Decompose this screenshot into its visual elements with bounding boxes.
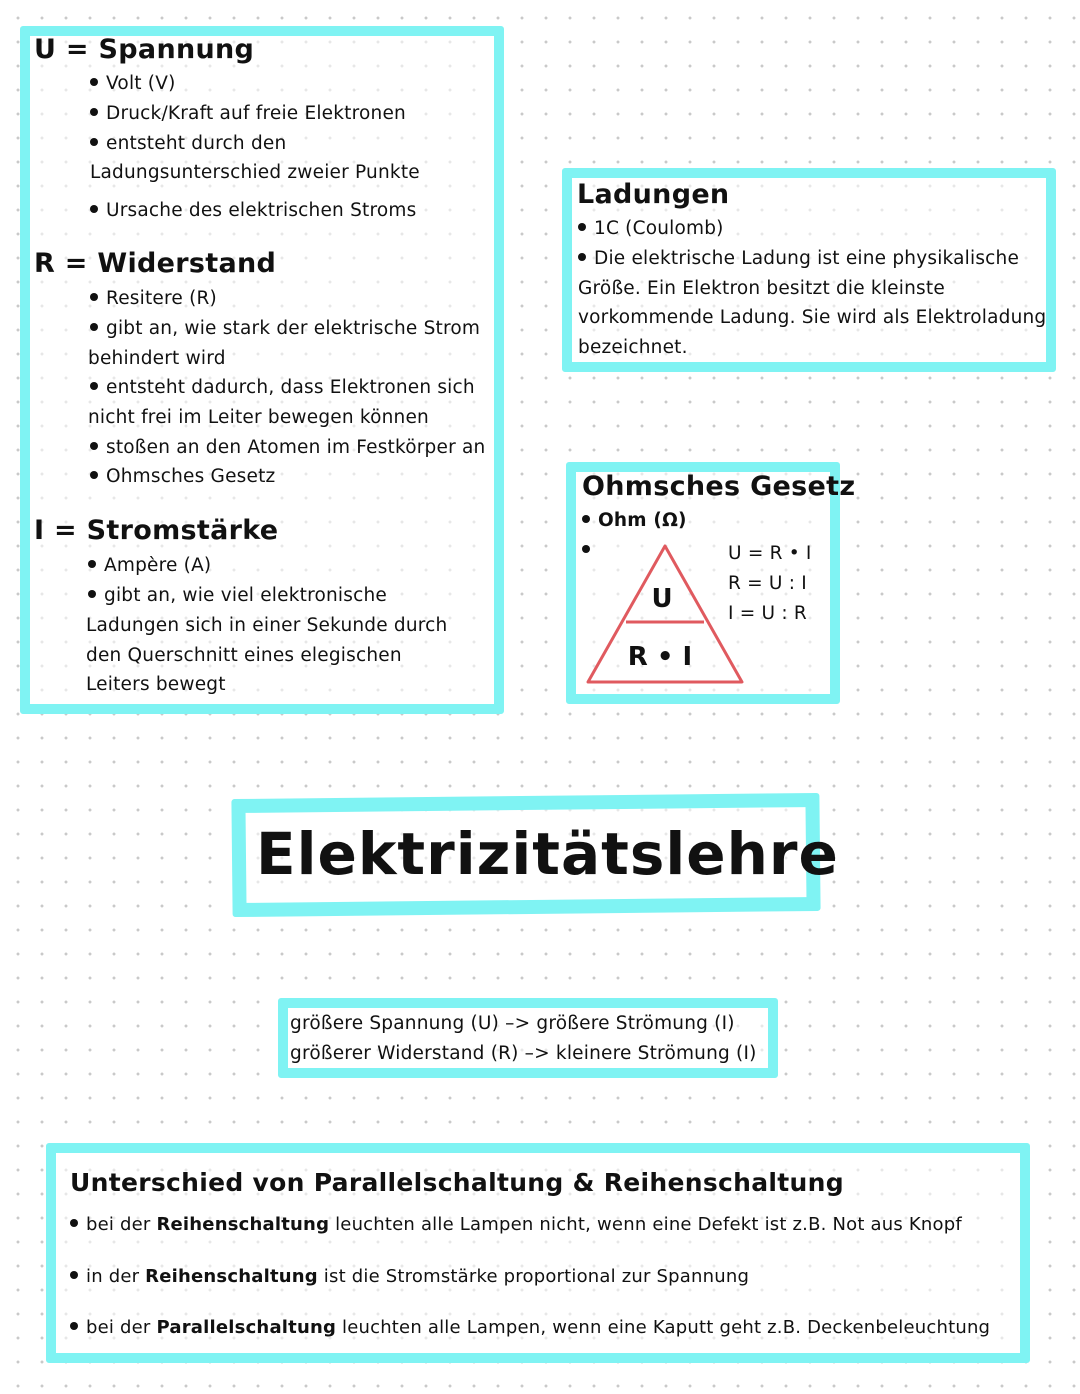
widerstand-bullet: entsteht dadurch, dass Elektronen sich xyxy=(90,377,475,398)
page-title: Elektrizitätslehre xyxy=(256,820,839,888)
relation-line: größerer Widerstand (R) –> kleinere Strömung (I) xyxy=(290,1043,757,1064)
triangle-bottom-label: R • I xyxy=(627,642,693,672)
spannung-bullet: entsteht durch den xyxy=(90,133,286,154)
bullet-icon xyxy=(578,223,586,231)
bullet-icon xyxy=(70,1219,78,1227)
ohm-formula: U = R • I xyxy=(728,543,812,564)
relations-box xyxy=(278,998,778,1078)
stromstaerke-bullet: Ampère (A) xyxy=(88,555,211,576)
unterschied-item: bei der Reihenschaltung leuchten alle Lampen nicht, wenn eine Defekt ist z.B. Not aus Knopf xyxy=(70,1214,962,1235)
bullet-icon xyxy=(70,1322,78,1330)
bullet-icon xyxy=(90,78,98,86)
bullet-icon xyxy=(90,293,98,301)
ladungen-continuation: bezeichnet. xyxy=(578,337,688,358)
stromstaerke-heading: I = Stromstärke xyxy=(34,515,279,546)
ohm-heading: Ohmsches Gesetz xyxy=(582,471,856,502)
bullet-icon xyxy=(90,205,98,213)
triangle-top-label: U xyxy=(651,584,673,614)
bullet-icon xyxy=(90,442,98,450)
widerstand-bullet: Resitere (R) xyxy=(90,288,217,309)
ladungen-bullet: Die elektrische Ladung ist eine physikalische xyxy=(578,248,1019,269)
spannung-heading: U = Spannung xyxy=(34,34,255,65)
bullet-icon xyxy=(578,253,586,261)
widerstand-continuation: behindert wird xyxy=(88,348,226,369)
ohm-bullet: Ohm (Ω) xyxy=(582,510,687,531)
stromstaerke-bullet: gibt an, wie viel elektronische xyxy=(88,585,387,606)
spannung-bullet: Druck/Kraft auf freie Elektronen xyxy=(90,103,406,124)
spannung-bullet: Volt (V) xyxy=(90,73,176,94)
bullet-icon xyxy=(88,560,96,568)
stromstaerke-continuation: Ladungen sich in einer Sekunde durch xyxy=(86,615,448,636)
widerstand-bullet: Ohmsches Gesetz xyxy=(90,466,275,487)
bullet-icon xyxy=(90,108,98,116)
unterschied-item: bei der Parallelschaltung leuchten alle Lampen, wenn eine Kaputt geht z.B. Deckenbeleuchtung xyxy=(70,1317,990,1338)
ladungen-bullet: 1C (Coulomb) xyxy=(578,218,724,239)
bullet-icon xyxy=(582,515,590,523)
bullet-icon xyxy=(70,1271,78,1279)
ohm-formula: R = U : I xyxy=(728,573,807,594)
bullet-icon xyxy=(90,471,98,479)
stromstaerke-continuation: Leiters bewegt xyxy=(86,674,226,695)
ohm-triangle-diagram xyxy=(582,540,752,690)
spannung-bullet: Ursache des elektrischen Stroms xyxy=(90,200,416,221)
widerstand-bullet: stoßen an den Atomen im Festkörper an xyxy=(90,437,485,458)
ladungen-continuation: Größe. Ein Elektron besitzt die kleinste xyxy=(578,278,945,299)
bullet-icon xyxy=(90,323,98,331)
ladungen-heading: Ladungen xyxy=(577,179,730,210)
bullet-icon xyxy=(90,138,98,146)
left-definitions-box xyxy=(20,26,504,714)
spannung-continuation: Ladungsunterschied zweier Punkte xyxy=(90,162,420,183)
bullet-icon xyxy=(88,590,96,598)
bullet-icon xyxy=(90,382,98,390)
widerstand-continuation: nicht frei im Leiter bewegen können xyxy=(88,407,429,428)
unterschied-item: in der Reihenschaltung ist die Stromstärke proportional zur Spannung xyxy=(70,1266,749,1287)
ohm-formula: I = U : R xyxy=(728,603,807,624)
stromstaerke-continuation: den Querschnitt eines elegischen xyxy=(86,645,402,666)
widerstand-bullet: gibt an, wie stark der elektrische Strom xyxy=(90,318,480,339)
ladungen-continuation: vorkommende Ladung. Sie wird als Elektroladung xyxy=(578,307,1047,328)
widerstand-heading: R = Widerstand xyxy=(34,248,277,279)
relation-line: größere Spannung (U) –> größere Strömung (I) xyxy=(290,1013,735,1034)
unterschied-heading: Unterschied von Parallelschaltung & Reihenschaltung xyxy=(70,1168,844,1197)
